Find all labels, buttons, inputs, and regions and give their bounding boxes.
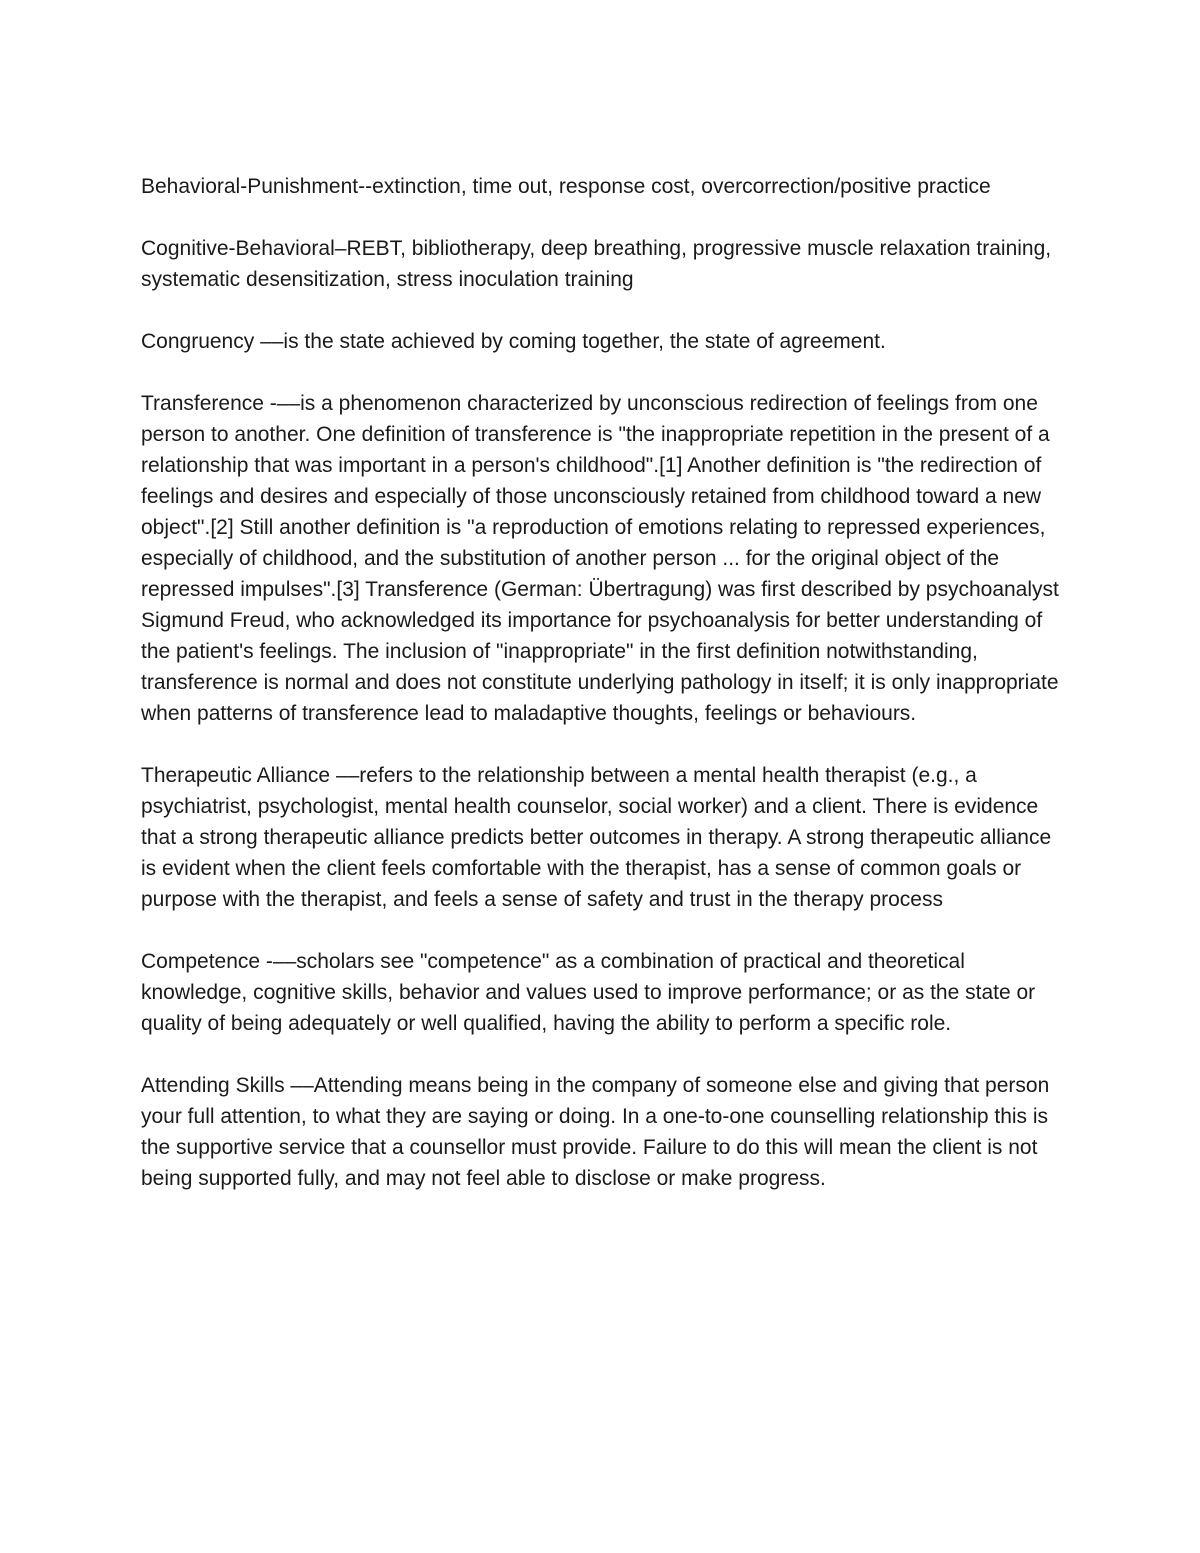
paragraph-congruency: Congruency ––is the state achieved by coming together, the state of agreement. bbox=[141, 330, 886, 353]
document-body bbox=[141, 171, 1066, 1194]
paragraph-competence: Competence -––scholars see "competence" as a combination of practical and theoretical knowledge, cognitive skills, behavior and values used to improve performance; or as the state or quality of being adequately or well qualified, having the ability to perform a specific role. bbox=[141, 950, 1036, 1035]
paragraph-behavioral-punishment: Behavioral-Punishment--extinction, time out, response cost, overcorrection/positive practice bbox=[141, 175, 991, 198]
paragraph-cognitive-behavioral: Cognitive-Behavioral–REBT, bibliotherapy, deep breathing, progressive muscle relaxation training, systematic desensitization, stress inoculation training bbox=[141, 237, 1052, 291]
paragraph-attending-skills: Attending Skills ––Attending means being in the company of someone else and giving that person your full attention, to what they are saying or doing. In a one-to-one counselling relationship this is the supportive service that a counsellor must provide. Failure to do this will mean the client is not being supported fully, and may not feel able to disclose or make progress. bbox=[141, 1074, 1050, 1190]
paragraph-therapeutic-alliance: Therapeutic Alliance ––refers to the relationship between a mental health therapist (e.g., a psychiatrist, psychologist, mental health counselor, social worker) and a client. There is evidence that a strong therapeutic alliance predicts better outcomes in therapy. A strong therapeutic alliance is evident when the client feels comfortable with the therapist, has a sense of common goals or purpose with the therapist, and feels a sense of safety and trust in the therapy process bbox=[141, 764, 1052, 911]
paragraph-transference: Transference -––is a phenomenon characterized by unconscious redirection of feelings from one person to another. One definition of transference is "the inappropriate repetition in the present of a relationship that was important in a person's childhood".[1] Another definition is "the redirection of feelings and desires and especially of those unconsciously retained from childhood toward a new object".[2] Still another definition is "a reproduction of emotions relating to repressed experiences, especially of childhood, and the substitution of another person ... for the original object of the repressed impulses".[3] Transference (German: Übertragung) was first described by psychoanalyst Sigmund Freud, who acknowledged its importance for psychoanalysis for better understanding of the patient's feelings. The inclusion of "inappropriate" in the first definition notwithstanding, transference is normal and does not constitute underlying pathology in itself; it is only inappropriate when patterns of transference lead to maladaptive thoughts, feelings or behaviours. bbox=[141, 392, 1059, 725]
